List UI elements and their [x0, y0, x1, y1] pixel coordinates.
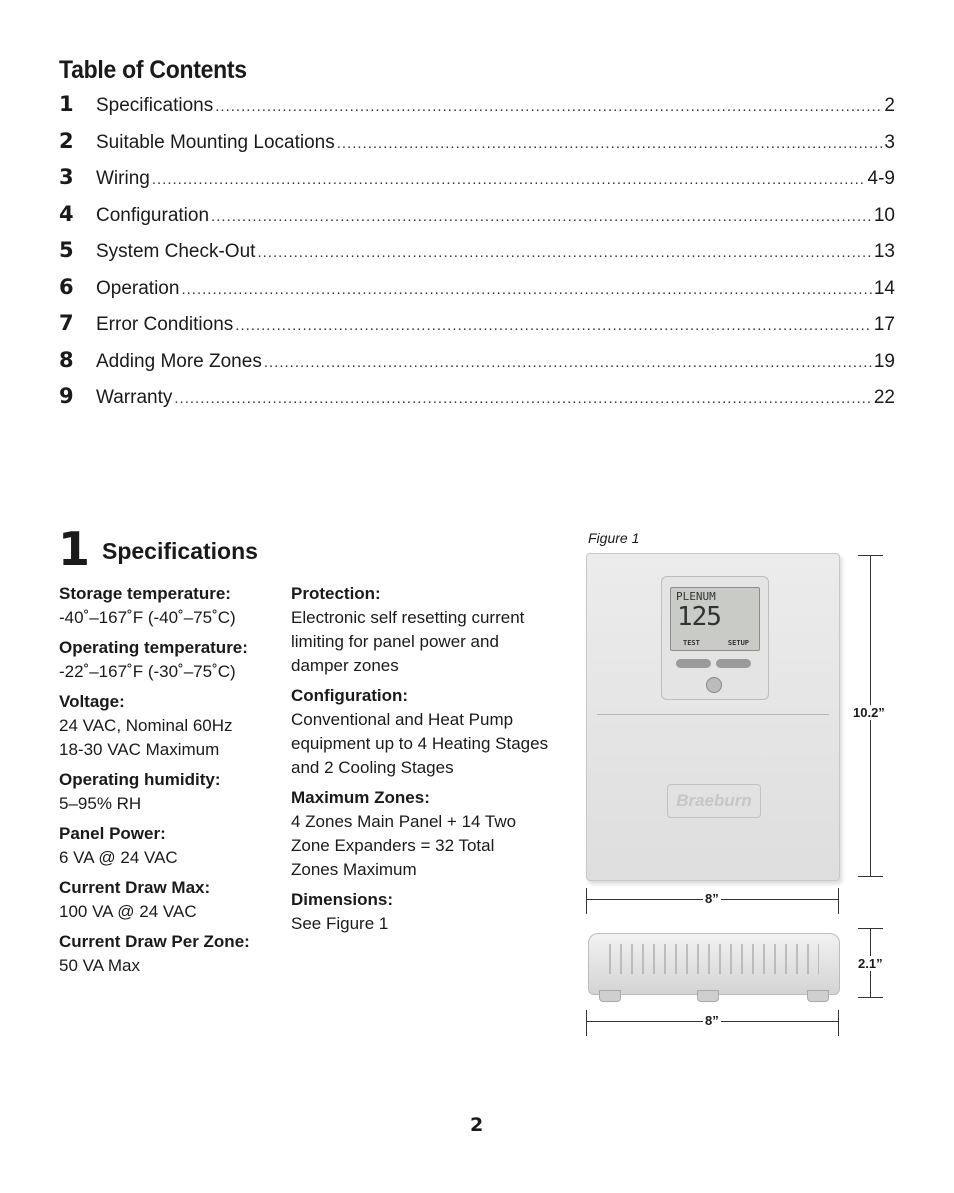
spec-heading: Configuration: — [291, 686, 409, 705]
spec-item — [59, 582, 279, 630]
toc-entry-page: 22 — [873, 387, 895, 408]
toc-leader-dots — [235, 317, 872, 334]
spec-heading: Voltage: — [59, 692, 125, 711]
toc-entry-number: 8 — [59, 347, 74, 372]
section-number: 1 — [58, 522, 91, 576]
spec-item — [59, 876, 279, 924]
toc-leader-dots — [264, 354, 872, 371]
spec-value: 4 Zones Main Panel + 14 Two Zone Expanders = 32 Total Zones Maximum — [291, 812, 517, 879]
toc-entry-page: 17 — [873, 314, 895, 335]
toc-entry[interactable] — [59, 311, 895, 348]
panel-foot — [697, 990, 719, 1002]
spec-heading: Operating humidity: — [59, 770, 221, 789]
toc-entry-label: System Check-Out — [96, 241, 256, 262]
dimension-tick — [838, 1010, 839, 1036]
dimension-tick — [586, 888, 587, 914]
width-dimension-label: 8” — [705, 891, 719, 906]
toc-entry-page: 10 — [873, 204, 895, 226]
spec-value: 6 VA @ 24 VAC — [59, 848, 178, 867]
spec-heading: Operating temperature: — [59, 638, 248, 657]
toc-entry-page: 4-9 — [867, 168, 895, 189]
spec-value: -22˚–167˚F (-30˚–75˚C) — [59, 662, 236, 681]
toc-entry-label: Suitable Mounting Locations — [96, 131, 335, 153]
spec-item — [291, 684, 561, 780]
toc-entry-page: 2 — [884, 95, 895, 116]
depth-dimension-label: 2.1” — [858, 956, 883, 971]
toc-leader-dots — [152, 171, 866, 188]
toc-leader-dots — [257, 244, 871, 261]
dimension-tick — [838, 888, 839, 914]
toc-entry-label: Warranty — [96, 387, 173, 408]
spec-value: See Figure 1 — [291, 914, 389, 933]
setup-button-graphic — [716, 659, 751, 668]
test-button-graphic — [676, 659, 711, 668]
spec-heading: Panel Power: — [59, 824, 166, 843]
toc-entry-label: Adding More Zones — [96, 350, 262, 372]
spec-item — [59, 822, 279, 870]
toc-entry-page: 14 — [873, 277, 895, 299]
toc-entry-number: 1 — [59, 92, 74, 116]
vent-slots — [609, 944, 819, 974]
toc-entry[interactable] — [59, 238, 895, 275]
toc-leader-dots — [211, 208, 872, 225]
panel-foot — [599, 990, 621, 1002]
toc-entry[interactable] — [59, 92, 895, 129]
spec-item — [291, 786, 561, 882]
toc-entry[interactable] — [59, 202, 895, 239]
cover-seam — [597, 714, 829, 715]
toc-entry-label: Specifications — [96, 95, 214, 116]
spec-item — [59, 930, 279, 978]
toc-leader-dots — [215, 98, 882, 115]
spec-item — [59, 768, 279, 816]
lcd-test-label: TEST — [683, 639, 700, 647]
toc-entry-number: 9 — [59, 384, 74, 408]
height-dimension-label: 10.2” — [853, 705, 885, 720]
brand-logo: Braeburn — [667, 784, 761, 818]
spec-item — [59, 636, 279, 684]
lcd-setup-label: SETUP — [727, 639, 749, 647]
toc-entry-label: Operation — [96, 277, 180, 299]
control-bezel — [661, 576, 769, 700]
section-title: Specifications — [102, 538, 258, 564]
spec-heading: Storage temperature: — [59, 584, 231, 603]
spec-heading: Current Draw Per Zone: — [59, 932, 250, 951]
specs-right-column — [291, 582, 561, 942]
spec-value: Conventional and Heat Pump equipment up to 4 Heating Stages and 2 Cooling Stages — [291, 710, 549, 777]
lcd-mode-text: PLENUM — [676, 590, 716, 603]
spec-heading: Protection: — [291, 584, 381, 603]
spec-item — [59, 690, 279, 762]
spec-heading: Current Draw Max: — [59, 878, 211, 897]
toc-leader-dots — [337, 135, 883, 152]
spec-value: Electronic self resetting current limiting for panel power and damper zones — [291, 608, 525, 675]
toc-entry-label: Wiring — [96, 168, 150, 189]
dimension-tick — [858, 997, 883, 998]
toc-entry-page: 13 — [873, 241, 895, 262]
toc-leader-dots — [174, 390, 871, 407]
lcd-display — [670, 587, 760, 651]
toc-entry[interactable] — [59, 165, 895, 202]
toc-entry-number: 6 — [59, 274, 74, 299]
toc-entry[interactable] — [59, 348, 895, 385]
page-number: 2 — [470, 1114, 484, 1136]
toc-entry-number: 3 — [59, 165, 74, 189]
zone-panel-front-image — [586, 553, 840, 881]
toc-entry[interactable] — [59, 129, 895, 166]
toc-leader-dots — [181, 281, 871, 298]
toc-entry[interactable] — [59, 275, 895, 312]
toc-entry-number: 5 — [59, 238, 74, 262]
toc-title: Table of Contents — [59, 56, 247, 84]
spec-value: -40˚–167˚F (-40˚–75˚C) — [59, 608, 236, 627]
zone-panel-bottom-image — [588, 933, 840, 995]
toc-entry[interactable] — [59, 384, 895, 421]
dimension-tick — [586, 1010, 587, 1036]
toc-entry-page: 3 — [884, 131, 895, 153]
toc-entry-page: 19 — [873, 350, 895, 372]
spec-heading: Maximum Zones: — [291, 788, 430, 807]
figure-caption: Figure 1 — [588, 530, 640, 546]
toc-entry-number: 4 — [59, 201, 74, 226]
spec-item — [291, 888, 561, 936]
spec-value: 24 VAC, Nominal 60Hz 18-30 VAC Maximum — [59, 716, 233, 759]
spec-value: 5–95% RH — [59, 794, 142, 813]
dimension-tick — [858, 876, 883, 877]
panel-foot — [807, 990, 829, 1002]
spec-item — [291, 582, 561, 678]
toc-entry-label: Configuration — [96, 204, 210, 226]
table-of-contents — [59, 92, 895, 421]
bottom-width-dimension-label: 8” — [705, 1013, 719, 1028]
toc-entry-number: 2 — [59, 128, 74, 153]
status-led-graphic — [706, 677, 722, 693]
spec-value: 50 VA Max — [59, 956, 140, 975]
spec-value: 100 VA @ 24 VAC — [59, 902, 197, 921]
toc-entry-label: Error Conditions — [96, 314, 234, 335]
specs-left-column — [59, 582, 279, 984]
lcd-value-text: 125 — [677, 602, 721, 632]
spec-heading: Dimensions: — [291, 890, 394, 909]
toc-entry-number: 7 — [59, 311, 74, 335]
